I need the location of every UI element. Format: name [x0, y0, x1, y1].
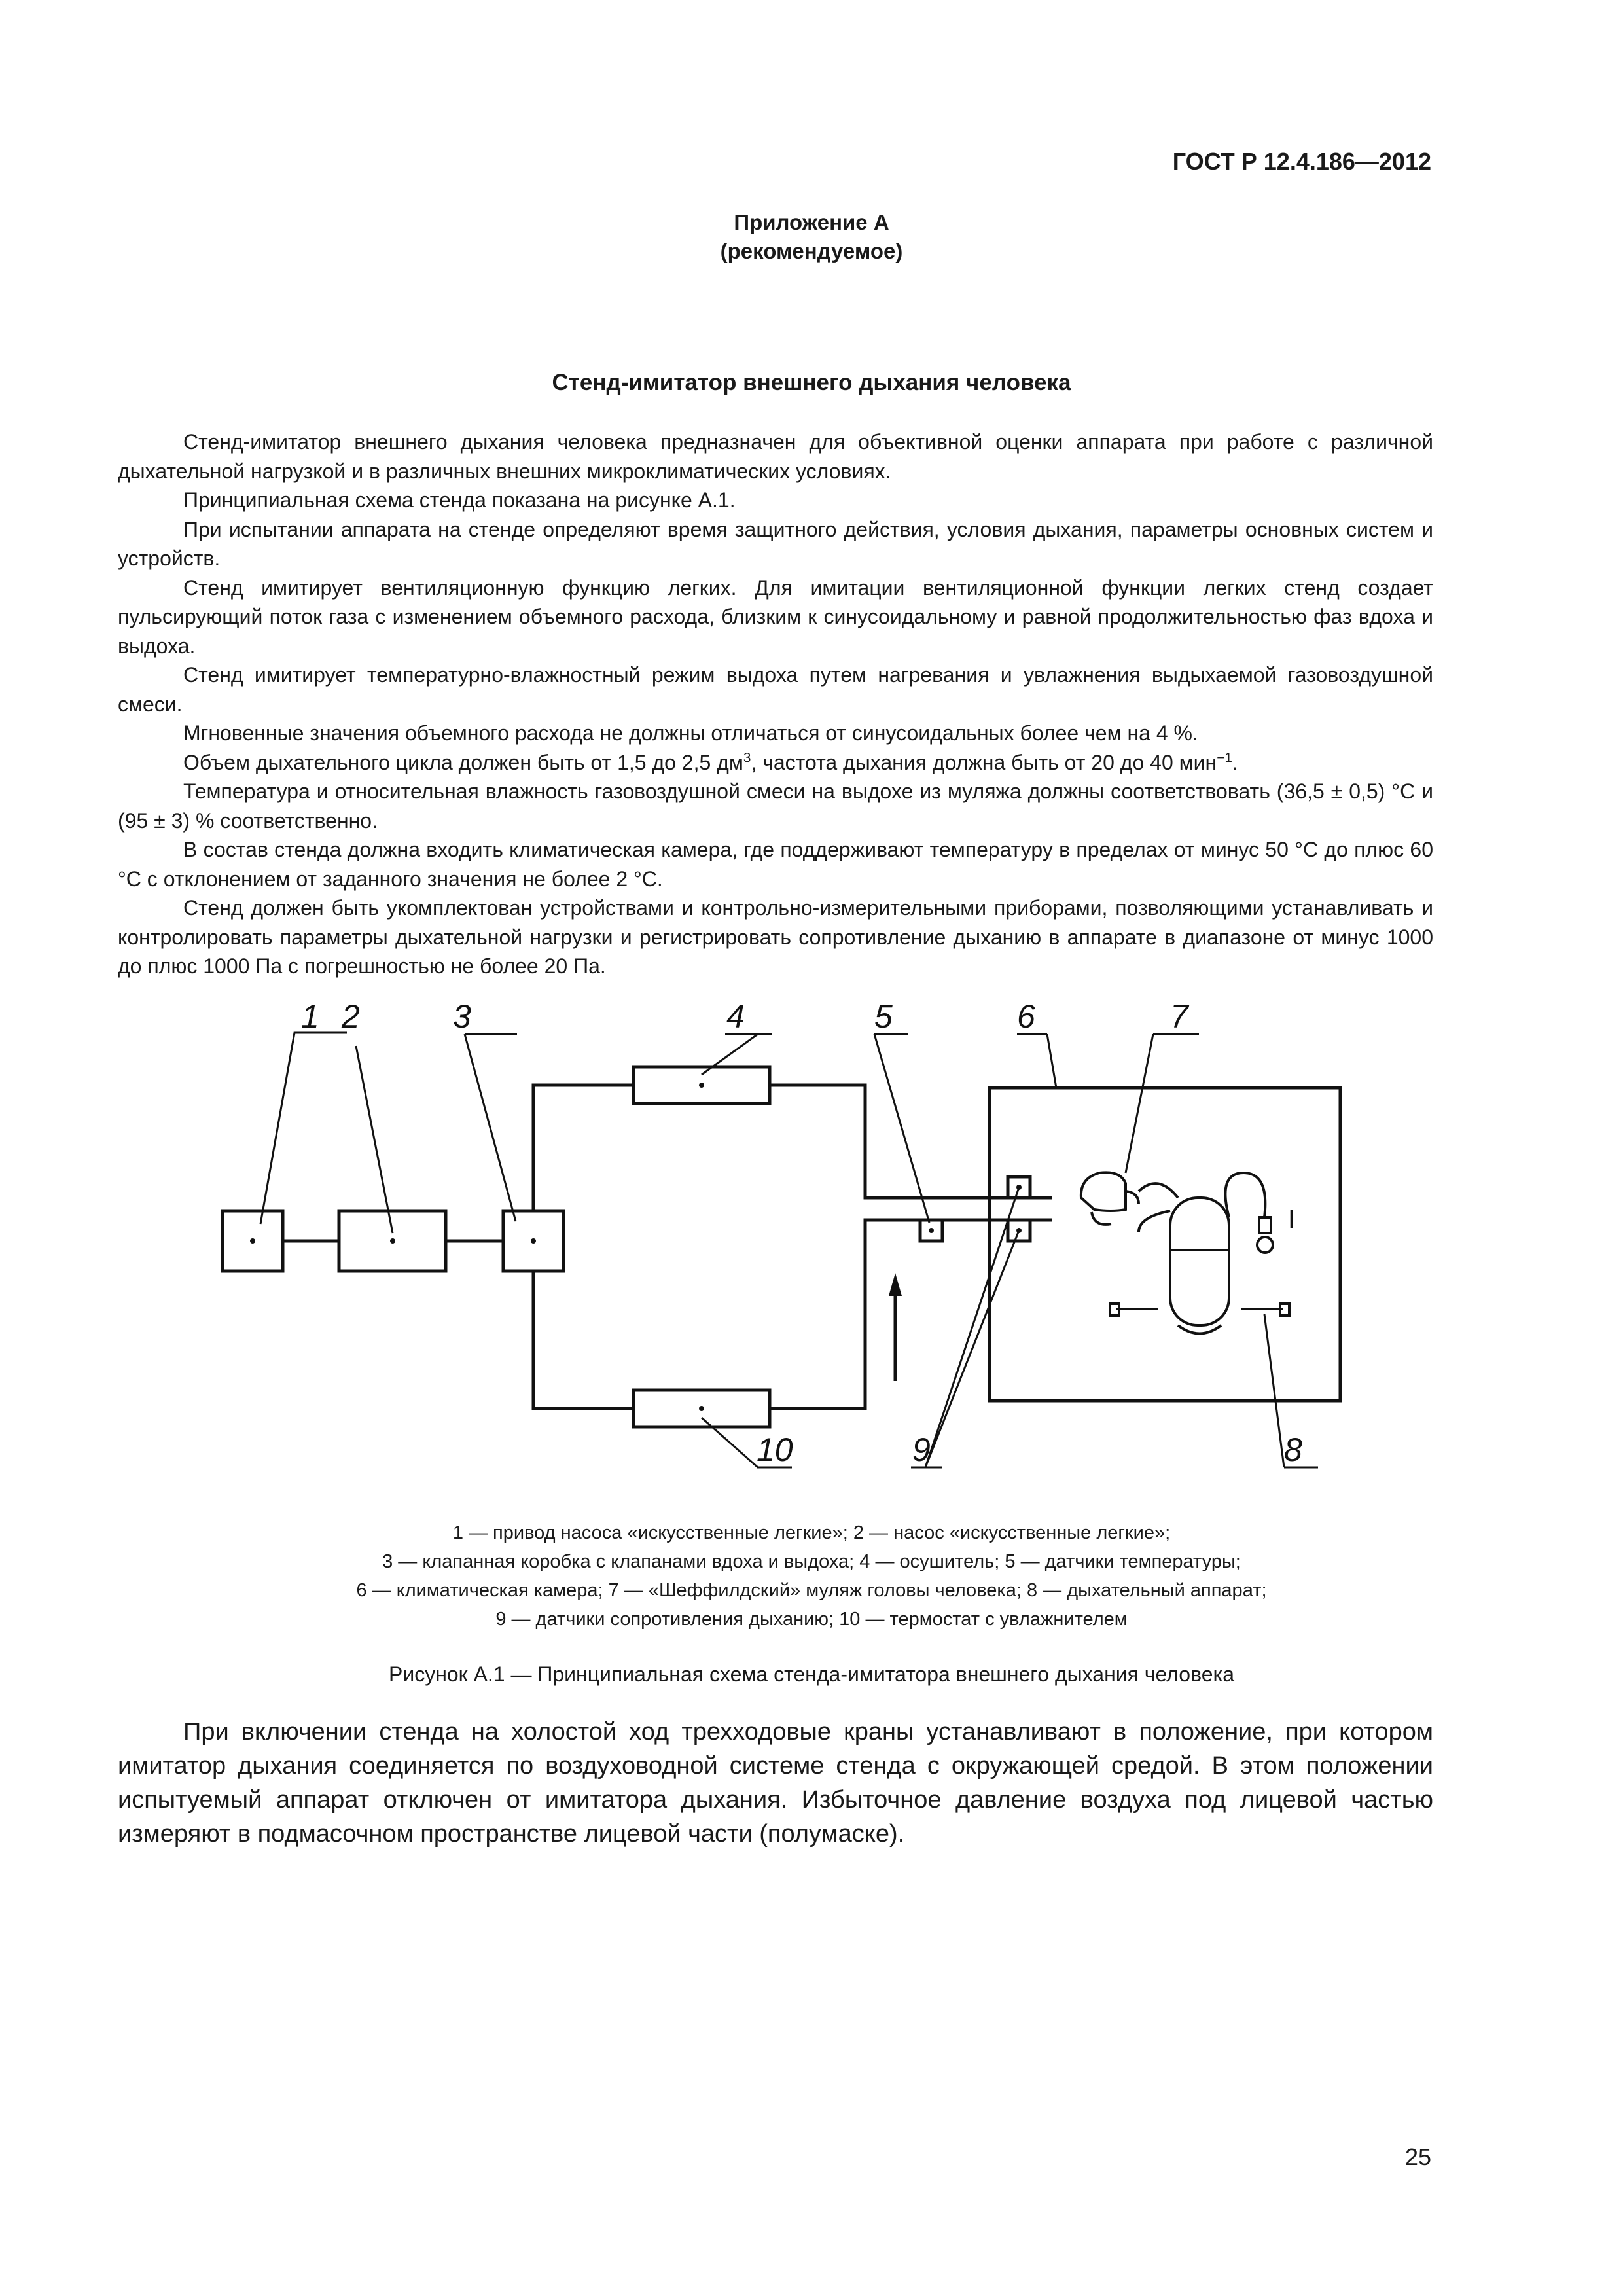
dot: [250, 1238, 255, 1244]
leader-line: [925, 1230, 1019, 1467]
schematic-diagram: [196, 1001, 1374, 1505]
leader-line: [1047, 1034, 1056, 1088]
legend-line: 3 — клапанная коробка с клапанами вдоха и выдоха; 4 — осушитель; 5 — датчики температуры;: [382, 1551, 1241, 1572]
dot: [390, 1238, 395, 1244]
figure-label: 4: [726, 1001, 745, 1035]
leader-line: [1264, 1314, 1284, 1467]
figure-label: 3: [453, 1001, 471, 1035]
paragraph-volume: [118, 748, 1433, 778]
leader-line: [260, 1033, 347, 1224]
paragraph: Стенд имитирует температурно-влажностный режим выдоха путем нагревания и увлажнения выдыхаемой газовоздушной смеси.: [118, 663, 1433, 716]
leader-line: [874, 1034, 929, 1223]
text-part: Объем дыхательного цикла должен быть от 1,5 до 2,5 дм: [183, 750, 743, 774]
figure-legend: [0, 1518, 1623, 1634]
climatic-chamber: [990, 1088, 1340, 1401]
superscript: 3: [743, 749, 751, 765]
annex-heading: [0, 208, 1623, 266]
roman-label: I: [1288, 1205, 1296, 1234]
arrow-head-icon: [889, 1273, 902, 1296]
paragraph: В состав стенда должна входить климатическая камера, где поддерживают температуру в пределах от минус 50 °С до плюс 60 °С с отклонением от заданного значения не более 2 °С.: [118, 838, 1433, 891]
figure-label: 9: [912, 1431, 931, 1468]
leader-line: [356, 1046, 393, 1233]
body-text: [118, 427, 1433, 981]
legend-line: 6 — климатическая камера; 7 — «Шеффилдский» муляж головы человека; 8 — дыхательный аппарат;: [356, 1580, 1267, 1601]
standard-header: ГОСТ Р 12.4.186—2012: [1172, 148, 1431, 175]
paragraph: При включении стенда на холостой ход трехходовые краны устанавливают в положение, при котором имитатор дыхания соединяется по воздуховодной системе стенда с окружающей средой. В этом положении испытуемый аппарат отключен от имитатора дыхания. Избыточное давление воздуха под лицевой частью измеряют в подмасочном пространстве лицевой части (полумаске).: [118, 1718, 1433, 1848]
dot: [531, 1238, 536, 1244]
dot: [929, 1228, 934, 1233]
figure-caption: Рисунок А.1 — Принципиальная схема стенда-имитатора внешнего дыхания человека: [388, 1662, 1234, 1686]
paragraph: При испытании аппарата на стенде определяют время защитного действия, условия дыхания, параметры основных систем и устройств.: [118, 517, 1433, 570]
annex-status: (рекомендуемое): [720, 239, 903, 263]
paragraph: Стенд имитирует вентиляционную функцию легких. Для имитации вентиляционной функции легких стенд создает пульсирующий поток газа с изменением объемного расхода, близким к синусоидальному и равной продолжительностью фаз вдоха и выдоха.: [118, 575, 1433, 658]
paragraph: Температура и относительная влажность газовоздушной смеси на выдохе из муляжа должны соответствовать (36,5 ± 0,5) °С и (95 ± 3) % соответственно.: [118, 780, 1433, 833]
paragraph: Стенд должен быть укомплектован устройствами и контрольно-измерительными приборами, позволяющими устанавливать и контролировать параметры дыхательной нагрузки и регистрировать сопротивление дыханию в аппарате в диапазоне от минус 1000 до плюс 1000 Па с погрешностью не более 20 Па.: [118, 896, 1433, 978]
superscript: −1: [1217, 749, 1232, 765]
figure-label: 10: [757, 1431, 793, 1468]
lower-pipe: [533, 1271, 633, 1408]
leader-line: [702, 1034, 758, 1075]
annex-title: Приложение А: [734, 210, 889, 234]
figure-label: 8: [1284, 1431, 1302, 1468]
legend-line: 1 — привод насоса «искусственные легкие»; 2 — насос «искусственные легкие»;: [452, 1522, 1171, 1543]
figure-label: 7: [1170, 1001, 1188, 1035]
dot: [699, 1083, 704, 1088]
lower-pipe: [770, 1220, 1052, 1408]
leader-line: [1126, 1034, 1153, 1173]
paragraph: Мгновенные значения объемного расхода не должны отличаться от синусоидальных более чем на 4 %.: [183, 721, 1198, 745]
paragraph: Принципиальная схема стенда показана на рисунке А.1.: [183, 488, 736, 512]
legend-line: 9 — датчики сопротивления дыханию; 10 — термостат с увлажнителем: [495, 1609, 1128, 1630]
figure-label: 6: [1017, 1001, 1035, 1035]
figure-label: 5: [874, 1001, 893, 1035]
text-part: .: [1232, 750, 1238, 774]
leader-line: [702, 1418, 758, 1467]
text-part: , частота дыхания должна быть от 20 до 40 мин: [751, 750, 1217, 774]
page-number: 25: [1404, 2144, 1431, 2170]
figure-label: 2: [342, 1001, 360, 1035]
dot: [699, 1406, 704, 1411]
leader-line: [925, 1187, 1019, 1467]
paragraph: Стенд-имитатор внешнего дыхания человека предназначен для объективной оценки аппарата при работе с различной дыхательной нагрузкой и в различных внешних микроклиматических условиях.: [118, 430, 1433, 483]
section-title: Стенд-имитатор внешнего дыхания человека: [552, 370, 1071, 395]
after-figure-text: [118, 1715, 1433, 1851]
leader-line: [465, 1034, 516, 1221]
upper-pipe: [533, 1085, 633, 1211]
head-mannequin: [1081, 1172, 1139, 1225]
upper-pipe: [770, 1085, 1052, 1198]
figure-label: 1: [301, 1001, 319, 1035]
